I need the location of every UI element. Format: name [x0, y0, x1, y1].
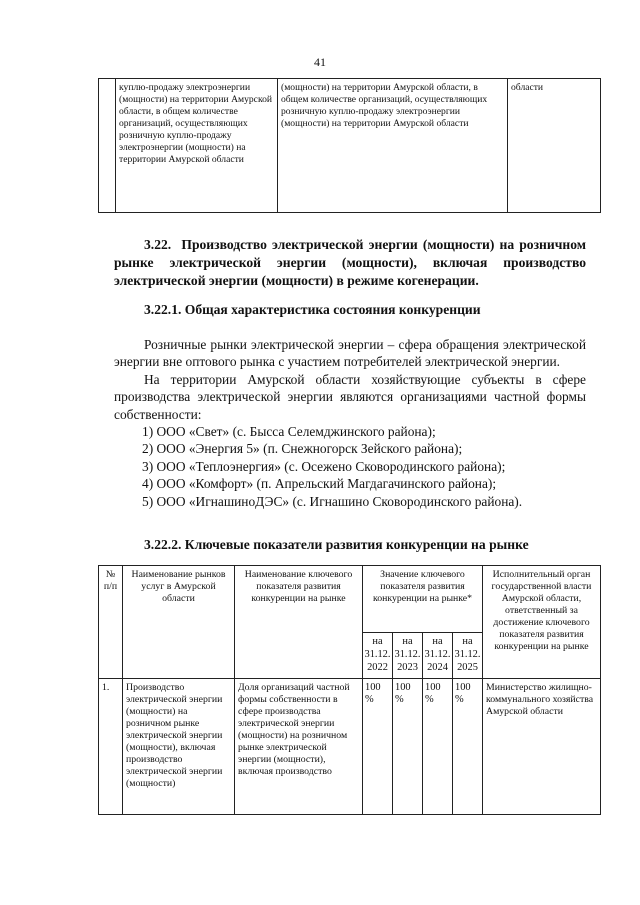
row-market: Производство электрической энергии (мощности) на розничном рынке электрической энергии (мощности), включая производство электрической энергии (мощности) [123, 679, 235, 815]
continuation-cell-executor: области [508, 79, 601, 213]
row-value-2024: 100 % [423, 679, 453, 815]
section-heading [114, 236, 586, 290]
header-market: Наименование рынков услуг в Амурской области [123, 566, 235, 679]
year-header: на 31.12. 2024 [423, 633, 453, 679]
year-header: на 31.12. 2025 [453, 633, 483, 679]
row-executor: Министерство жилищно-коммунального хозяйства Амурской области [483, 679, 601, 815]
organization-list-item: 5) ООО «ИгнашиноДЭС» (с. Игнашино Сковородинского района). [142, 493, 523, 509]
organization-list-item: 2) ООО «Энергия 5» (п. Снежногорск Зейского района); [142, 441, 463, 457]
row-indicator: Доля организаций частной формы собственности в сфере производства электрической энергии (мощности) на розничном рынке электрической энергии (мощности), включая производство [235, 679, 363, 815]
organization-list-item: 3) ООО «Теплоэнергия» (с. Осежено Сковородинского района); [142, 458, 506, 474]
row-num: 1. [99, 679, 123, 815]
body-text [114, 336, 586, 510]
organization-list-item: 4) ООО «Комфорт» (п. Апрельский Магдагачинского района); [142, 476, 497, 492]
continuation-cell-market: куплю-продажу электроэнергии (мощности) на территории Амурской области, в общем количестве организаций, осуществляющих розничную куплю-продажу электроэнергии (мощности) на территории Амурской области [116, 79, 278, 213]
paragraph-private-ownership: На территории Амурской области хозяйствующие субъекты в сфере производства электрической энергии являются организациями частной формы собственности: [114, 371, 586, 422]
continuation-table [98, 78, 601, 213]
continuation-cell-indicator: (мощности) на территории Амурской области, в общем количестве организаций, осуществляющих розничную куплю-продажу электроэнергии (мощности) на территории Амурской области [278, 79, 508, 213]
header-executor: Исполнительный орган государственной власти Амурской области, ответственный за достижение ключевого показателя развития конкуренции на рынке [483, 566, 601, 679]
row-value-2023: 100 % [393, 679, 423, 815]
organization-list-item: 1) ООО «Свет» (с. Бысса Селемджинского района); [142, 424, 436, 440]
year-header: на 31.12. 2023 [393, 633, 423, 679]
continuation-cell-num [99, 79, 116, 213]
section-number: 3.22. [144, 237, 172, 252]
year-header: на 31.12. 2022 [363, 633, 393, 679]
row-value-2025: 100 % [453, 679, 483, 815]
header-value: Значение ключевого показателя развития конкуренции на рынке* [363, 566, 483, 633]
paragraph-retail-markets: Розничные рынки электрической энергии – сфера обращения электрической энергии вне оптового рынка с участием потребителей электрической энергии. [114, 337, 586, 370]
row-value-2022: 100 % [363, 679, 393, 815]
page-number: 41 [314, 55, 326, 69]
kpi-table [98, 565, 601, 815]
header-num: № п/п [99, 566, 123, 679]
header-indicator: Наименование ключевого показателя развития конкуренции на рынке [235, 566, 363, 679]
subsection-heading-kpi: 3.22.2. Ключевые показатели развития конкуренции на рынке [144, 537, 529, 552]
subsection-heading-general: 3.22.1. Общая характеристика состояния конкуренции [144, 302, 481, 317]
section-title: Производство электрической энергии (мощности) на розничном рынке электрической энергии (мощности), включая производство электрической энергии (мощности) в режиме когенерации. [114, 237, 587, 288]
